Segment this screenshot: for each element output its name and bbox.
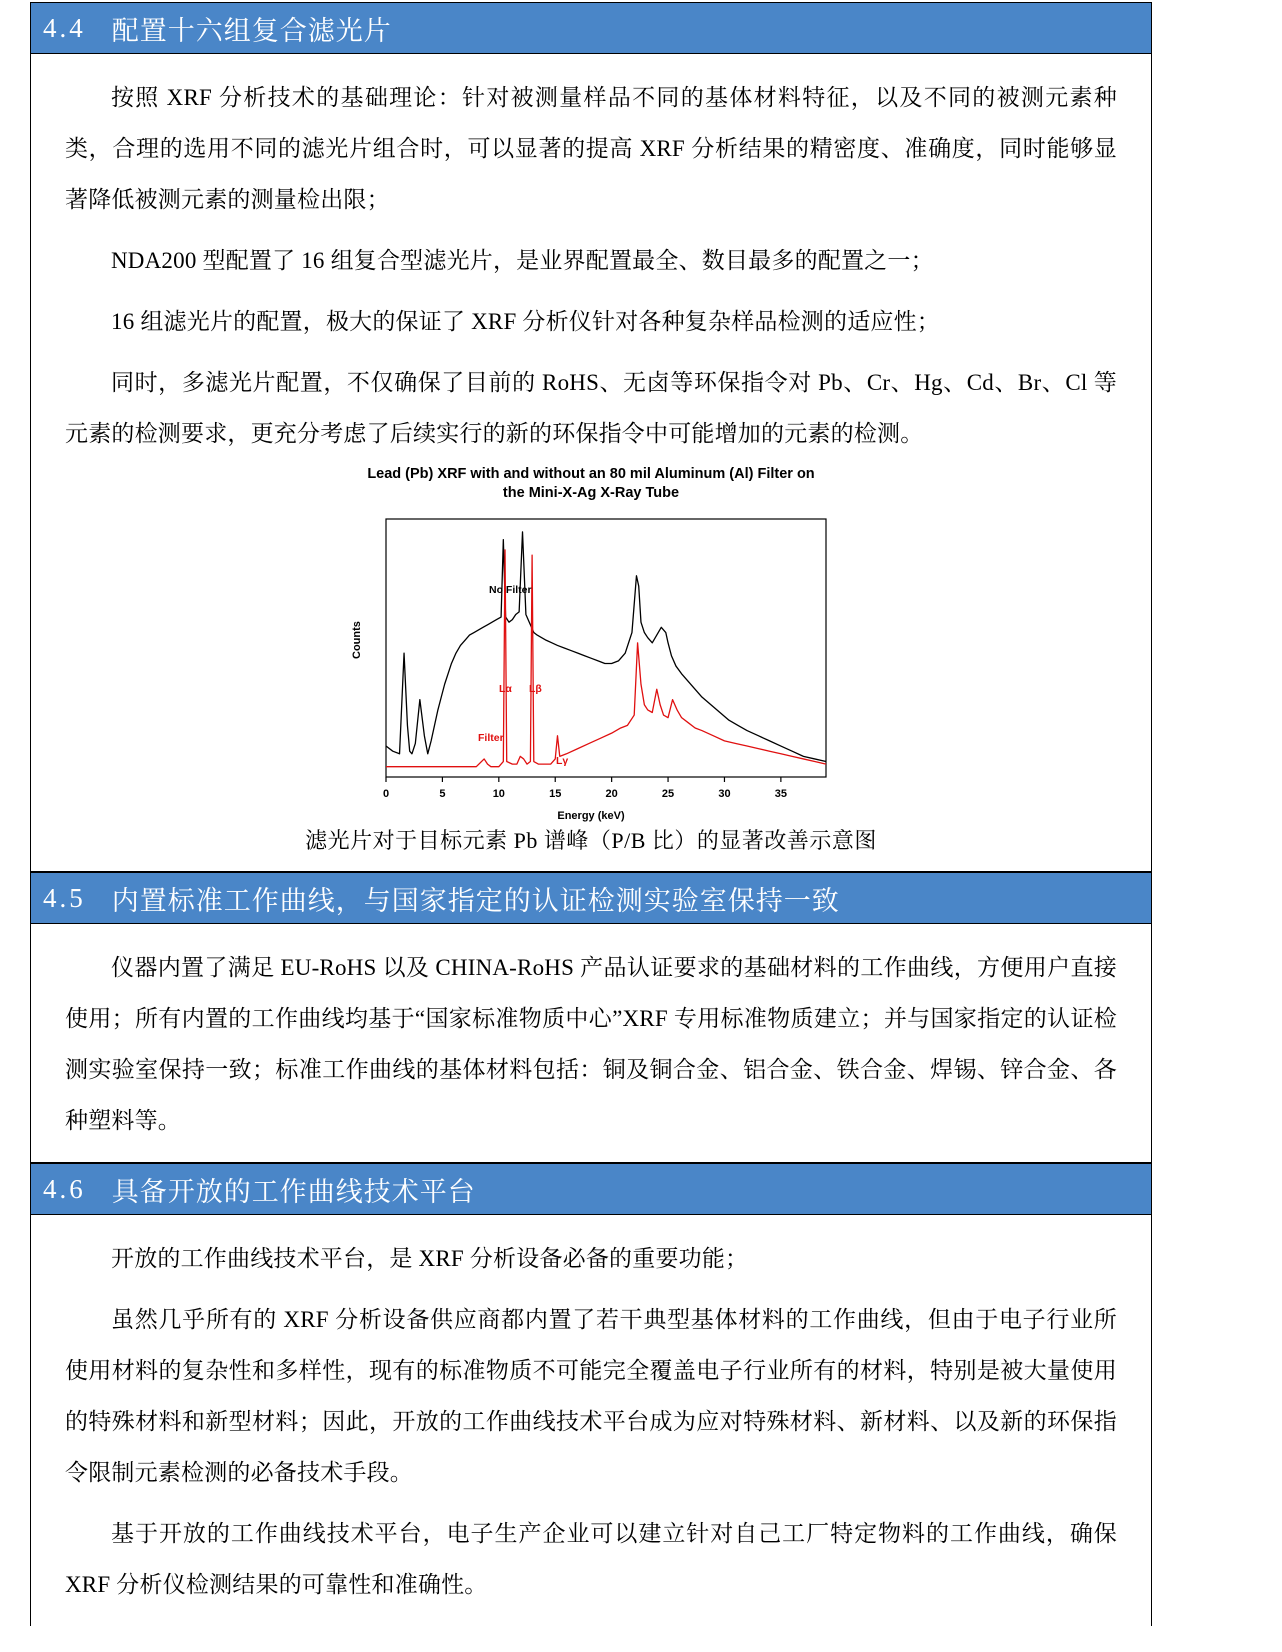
x-tick-label: 5 bbox=[439, 788, 446, 800]
x-tick-label: 15 bbox=[549, 788, 562, 800]
chart-y-axis-label: Counts bbox=[351, 621, 363, 659]
section-header-4-4 bbox=[31, 2, 1151, 54]
paragraph: 基于开放的工作曲线技术平台，电子生产企业可以建立针对自己工厂特定物料的工作曲线，确保 XRF 分析仪检测结果的可靠性和准确性。 bbox=[65, 1521, 1117, 1597]
section-number: 4.6 bbox=[43, 1173, 86, 1204]
figure-title bbox=[65, 465, 1117, 503]
chart-plot-frame bbox=[386, 519, 826, 777]
x-tick-label: 25 bbox=[661, 788, 675, 800]
annotation-l-alpha: Lα bbox=[499, 683, 512, 695]
section-header-4-6 bbox=[31, 1163, 1151, 1215]
section-4-5 bbox=[31, 872, 1151, 1163]
paragraph: 按照 XRF 分析技术的基础理论：针对被测量样品不同的基体材料特征，以及不同的被测元素种类，合理的选用不同的滤光片组合时，可以显著的提高 XRF 分析结果的精密度、准确度，同时能够显著降低被测元素的测量检出限； bbox=[65, 85, 1117, 212]
chart-svg bbox=[341, 509, 841, 814]
figure-xrf-spectrum bbox=[65, 465, 1117, 855]
x-tick-label: 20 bbox=[605, 788, 618, 800]
annotation-filter: Filter bbox=[478, 732, 504, 744]
section-body-4-5 bbox=[31, 924, 1151, 1162]
x-tick-label: 35 bbox=[774, 788, 787, 800]
figure-title-line-1: Lead (Pb) XRF with and without an 80 mil Aluminum (Al) Filter on bbox=[367, 466, 815, 482]
section-body-4-4 bbox=[31, 54, 1151, 871]
x-tick-label: 10 bbox=[492, 788, 505, 800]
figure-title-line-2: the Mini-X-Ag X-Ray Tube bbox=[502, 485, 680, 501]
annotation-l-beta: Lβ bbox=[529, 683, 542, 695]
annotation-no-filter: No Filter bbox=[489, 584, 532, 596]
paragraph: 开放的工作曲线技术平台，是 XRF 分析设备必备的重要功能； bbox=[111, 1246, 749, 1271]
section-number: 4.5 bbox=[43, 882, 86, 913]
chart-container bbox=[341, 509, 841, 822]
x-tick-label: 30 bbox=[718, 788, 731, 800]
paragraph: 同时，多滤光片配置，不仅确保了目前的 RoHS、无卤等环保指令对 Pb、Cr、Hg、Cd、Br、Cl 等元素的检测要求，更充分考虑了后续实行的新的环保指令中可能增加的元素的检测。 bbox=[65, 370, 1117, 446]
figure-caption: 滤光片对于目标元素 Pb 谱峰（P/B 比）的显著改善示意图 bbox=[305, 828, 877, 853]
section-body-4-6 bbox=[31, 1215, 1151, 1626]
section-4-4 bbox=[31, 2, 1151, 872]
section-number: 4.4 bbox=[43, 12, 86, 43]
chart-x-axis-label: Energy (keV) bbox=[557, 810, 625, 822]
section-title: 配置十六组复合滤光片 bbox=[111, 15, 392, 46]
section-4-6 bbox=[31, 1163, 1151, 1626]
section-title: 内置标准工作曲线，与国家指定的认证检测实验室保持一致 bbox=[111, 885, 840, 916]
paragraph: NDA200 型配置了 16 组复合型滤光片，是业界配置最全、数目最多的配置之一； bbox=[111, 248, 934, 273]
document-frame bbox=[30, 2, 1152, 1626]
paragraph: 虽然几乎所有的 XRF 分析设备供应商都内置了若干典型基体材料的工作曲线，但由于电子行业所使用材料的复杂性和多样性，现有的标准物质不可能完全覆盖电子行业所有的材料，特别是被大量使用的特殊材料和新型材料；因此，开放的工作曲线技术平台成为应对特殊材料、新材料、以及新的环保指令限制元素检测的必备技术手段。 bbox=[65, 1307, 1117, 1485]
chart-x-ticks bbox=[383, 777, 787, 800]
paragraph: 16 组滤光片的配置，极大的保证了 XRF 分析仪针对各种复杂样品检测的适应性； bbox=[111, 309, 940, 334]
x-tick-label: 0 bbox=[382, 788, 390, 800]
section-title: 具备开放的工作曲线技术平台 bbox=[111, 1176, 476, 1207]
section-header-4-5 bbox=[31, 872, 1151, 924]
paragraph: 仪器内置了满足 EU-RoHS 以及 CHINA-RoHS 产品认证要求的基础材料的工作曲线，方便用户直接使用；所有内置的工作曲线均基于“国家标准物质中心”XRF 专用标准物质建立；并与国家指定的认证检测实验室保持一致；标准工作曲线的基体材料包括：铜及铜合金、铝合金、铁合金、焊锡、锌合金、各种塑料等。 bbox=[65, 955, 1117, 1133]
annotation-l-gamma: Lγ bbox=[556, 755, 569, 767]
